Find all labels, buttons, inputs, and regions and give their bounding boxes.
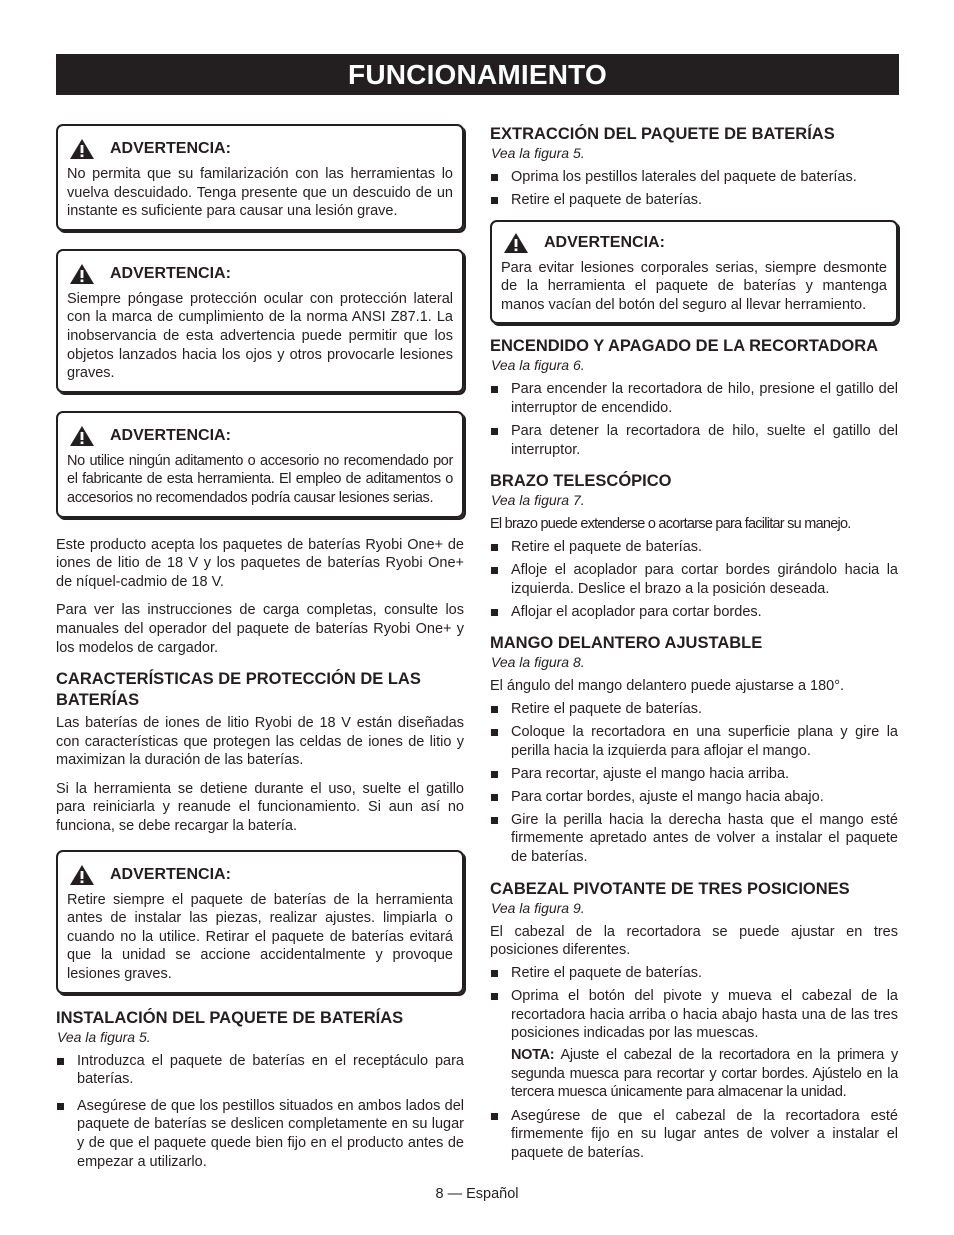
list-item: Gire la perilla hacia la derecha hasta que el mango esté firmemente apretado antes de volver a instalar el paquete de baterías. (490, 811, 898, 867)
warning-box-4 (56, 850, 464, 994)
removal-list (490, 168, 898, 210)
heading-on-off: ENCENDIDO Y APAGADO DE LA RECORTADORA (490, 337, 879, 356)
warning-box-2 (56, 249, 464, 393)
warning-label: ADVERTENCIA: (544, 233, 665, 251)
page-number: 8 — Español (435, 1186, 519, 1202)
figure-reference: Vea la figura 6. (491, 357, 585, 374)
list-item: Oprima el botón del pivote y mueva el cabezal de la recortadora hacia arriba o hacia abajo hasta una de las tres posiciones indicadas por las muescas. (490, 987, 898, 1043)
list-item: Para encender la recortadora de hilo, presione el gatillo del interruptor de encendido. (490, 380, 898, 417)
warning-triangle-icon (503, 232, 529, 254)
warning-text: Para evitar lesiones corporales serias, siempre desmonte de la herramienta el paquete de baterías y mantenga manos vacían del botón del seguro al llevar herramiento. (501, 259, 887, 313)
list-item: Afloje el acoplador para cortar bordes girándolo hacia la izquierda. Deslice el brazo a la posición deseada. (490, 561, 898, 598)
heading-removal: EXTRACCIÓN DEL PAQUETE DE BATERÍAS (490, 125, 835, 143)
arm-list (490, 538, 898, 621)
list-item: Asegúrese de que los pestillos situados en ambos lados del paquete de baterías se deslicen completamente en su lugar y de que el paquete quede bien fijo en el producto antes de empezar a utilizarlo. (56, 1097, 464, 1171)
note-text: Ajuste el cabezal de la recortadora en la primera y segunda muesca para recortar y cortar bordes. Ajústelo en la tercera muesca únicamente para almacenar la unidad. (511, 1047, 898, 1101)
list-item: Aflojar el acoplador para cortar bordes. (490, 603, 898, 622)
figure-reference: Vea la figura 5. (491, 145, 585, 161)
paragraph-protection: Las baterías de iones de litio Ryobi de 18 V están diseñadas con características que protegen las celdas de iones de litio y maximizan la duración de las baterías. (56, 715, 464, 769)
list-item: Para recortar, ajuste el mango hacia arriba. (490, 765, 898, 784)
warning-label: ADVERTENCIA: (110, 140, 231, 157)
warning-label: ADVERTENCIA: (110, 865, 231, 883)
warning-label: ADVERTENCIA: (110, 264, 231, 282)
list-item: Introduzca el paquete de baterías en el receptáculo para baterías. (56, 1052, 464, 1089)
warning-triangle-icon (69, 138, 95, 160)
warning-triangle-icon (69, 864, 95, 886)
warning-text: Siempre póngase protección ocular con protección lateral con la marca de cumplimiento de la norma ANSI Z87.1. La inobservancia de esta advertencia puede permitir que los objetos lanzados hacia los ojos y otros provocarle lesiones graves. (67, 290, 453, 382)
figure-reference: Vea la figura 7. (491, 492, 585, 509)
list-item: Retire el paquete de baterías. (490, 538, 898, 557)
section-banner: FUNCIONAMIENTO (56, 54, 899, 95)
note-label: NOTA: (511, 1047, 555, 1064)
figure-reference: Vea la figura 9. (491, 899, 585, 916)
list-item: Asegúrese de que el cabezal de la recortadora esté firmemente fijo en su lugar antes de volver a instalar el paquete de baterías. (490, 1107, 898, 1163)
warning-triangle-icon (69, 263, 95, 285)
note (490, 1046, 898, 1102)
warning-text: No utilice ningún aditamento o accesorio no recomendado por el fabricante de esta herramienta. El empleo de aditamentos o accesorios no recomendados podría causar lesiones serias. (67, 452, 453, 506)
warning-box-3 (56, 411, 464, 518)
list-item: Retire el paquete de baterías. (490, 191, 898, 210)
warning-text: Retire siempre el paquete de baterías de la herramienta antes de instalar las piezas, realizar ajustes. limpiarla o cuando no la utilice. Retirar el paquete de baterías evitará que la unidad se accione accidentalmente y provoque lesiones graves. (67, 891, 453, 983)
paragraph-restart: Si la herramienta se detiene durante el uso, suelte el gatillo para reiniciarla y reanude el funcionamiento. Si aun así no funciona, se debe recargar la batería. (56, 780, 464, 835)
warning-box-1 (56, 124, 464, 231)
figure-reference: Vea la figura 5. (57, 1028, 151, 1045)
paragraph-pivot: El cabezal de la recortadora se puede ajustar en tres posiciones diferentes. (490, 923, 898, 959)
list-item: Para cortar bordes, ajuste el mango hacia abajo. (490, 788, 898, 807)
heading-pivot-head: CABEZAL PIVOTANTE DE TRES POSICIONES (490, 879, 850, 898)
handle-list (490, 700, 898, 867)
pivot-list (490, 964, 898, 1162)
heading-front-handle: MANGO DELANTERO AJUSTABLE (490, 634, 763, 653)
install-list (56, 1052, 464, 1172)
warning-text: No permita que su familarización con las herramientas lo vuelva descuidado. Tenga presente que un descuido de un instante es suficiente para causar una lesión grave. (67, 166, 453, 220)
heading-install: INSTALACIÓN DEL PAQUETE DE BATERÍAS (56, 1008, 404, 1027)
heading-telescopic-arm: BRAZO TELESCÓPICO (490, 472, 672, 491)
left-column (56, 124, 464, 1176)
on-off-list (490, 380, 898, 459)
paragraph-handle: El ángulo del mango delantero puede ajustarse a 180°. (490, 678, 845, 695)
paragraph-charging: Para ver las instrucciones de carga completas, consulte los manuales del operador del paquete de baterías Ryobi One+ y los modelos de cargador. (56, 602, 464, 656)
warning-box-5 (490, 220, 898, 325)
list-item: Oprima los pestillos laterales del paquete de baterías. (490, 168, 898, 187)
heading-protection: CARACTERÍSTICAS DE PROTECCIÓN DE LAS BATERÍAS (56, 670, 421, 710)
list-item: Retire el paquete de baterías. (490, 700, 898, 719)
paragraph-battery-compat: Este producto acepta los paquetes de baterías Ryobi One+ de iones de litio de 18 V y los paquetes de baterías Ryobi One+ de níquel-cadmio de 18 V. (56, 536, 464, 590)
list-item: Para detener la recortadora de hilo, suelte el gatillo del interruptor. (490, 422, 898, 459)
list-item: Coloque la recortadora en una superficie plana y gire la perilla hacia la izquierda para aflojar el mango. (490, 723, 898, 760)
right-column (490, 124, 898, 1174)
warning-label: ADVERTENCIA: (110, 426, 231, 444)
list-item: Retire el paquete de baterías. (490, 964, 898, 983)
figure-reference: Vea la figura 8. (491, 654, 585, 671)
warning-triangle-icon (69, 425, 95, 447)
paragraph-arm: El brazo puede extenderse o acortarse para facilitar su manejo. (490, 516, 851, 533)
